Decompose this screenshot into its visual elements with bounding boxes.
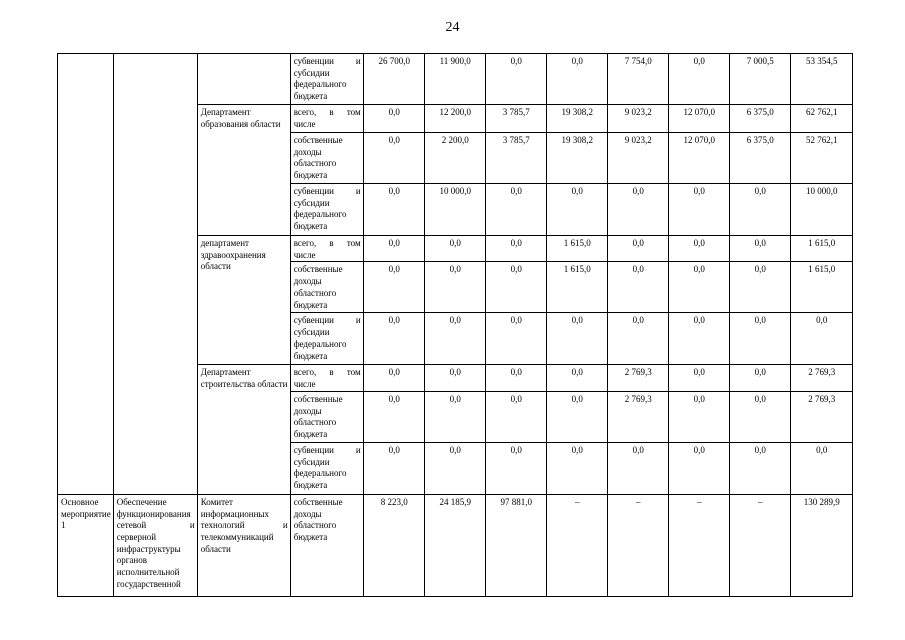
value-cell: 0,0 bbox=[729, 365, 790, 391]
value-cell: 0,0 bbox=[485, 262, 546, 313]
value-cell: 0,0 bbox=[546, 184, 607, 236]
value-cell: 3 785,7 bbox=[485, 105, 546, 133]
value-cell: 1 615,0 bbox=[546, 262, 607, 313]
value-cell: 0,0 bbox=[729, 262, 790, 313]
value-cell: 0,0 bbox=[668, 442, 729, 494]
value-cell: 7 000,5 bbox=[729, 54, 790, 105]
value-cell: 0,0 bbox=[668, 391, 729, 442]
page-number: 24 bbox=[445, 20, 460, 35]
value-cell: 26 700,0 bbox=[363, 54, 424, 105]
executor-cell: Департамент строительства области bbox=[197, 365, 290, 494]
value-cell: 0,0 bbox=[485, 365, 546, 391]
value-cell: 0,0 bbox=[546, 54, 607, 105]
value-cell: 0,0 bbox=[424, 262, 485, 313]
value-cell: 0,0 bbox=[668, 184, 729, 236]
value-cell: 0,0 bbox=[546, 365, 607, 391]
funding-source-cell: собственные доходы областного бюджета bbox=[290, 133, 363, 184]
value-cell: 0,0 bbox=[668, 262, 729, 313]
value-cell: 9 023,2 bbox=[607, 105, 668, 133]
value-cell: – bbox=[607, 494, 668, 596]
value-cell: 0,0 bbox=[363, 105, 424, 133]
value-cell: 0,0 bbox=[363, 236, 424, 262]
value-cell: 0,0 bbox=[424, 236, 485, 262]
executor-cell bbox=[197, 54, 290, 105]
value-cell: – bbox=[546, 494, 607, 596]
value-cell: 62 762,1 bbox=[790, 105, 852, 133]
value-cell: 0,0 bbox=[668, 365, 729, 391]
value-cell: 2 769,3 bbox=[790, 391, 852, 442]
funding-source-cell: субвенции и субсидии федерального бюджета bbox=[290, 313, 363, 365]
value-cell: 0,0 bbox=[485, 236, 546, 262]
funding-source-cell: субвенции и субсидии федерального бюджета bbox=[290, 54, 363, 105]
value-cell: – bbox=[729, 494, 790, 596]
value-cell: 2 200,0 bbox=[424, 133, 485, 184]
value-cell: 11 900,0 bbox=[424, 54, 485, 105]
value-cell: 53 354,5 bbox=[790, 54, 852, 105]
value-cell: 0,0 bbox=[729, 442, 790, 494]
value-cell: 24 185,9 bbox=[424, 494, 485, 596]
value-cell: 7 754,0 bbox=[607, 54, 668, 105]
value-cell: 52 762,1 bbox=[790, 133, 852, 184]
value-cell: 0,0 bbox=[363, 365, 424, 391]
executor-cell: Департамент образования области bbox=[197, 105, 290, 236]
value-cell: 2 769,3 bbox=[790, 365, 852, 391]
value-cell: 0,0 bbox=[668, 54, 729, 105]
description-cell bbox=[113, 54, 197, 495]
value-cell: 2 769,3 bbox=[607, 365, 668, 391]
value-cell: 0,0 bbox=[485, 442, 546, 494]
funding-source-cell: собственные доходы областного бюджета bbox=[290, 391, 363, 442]
value-cell: 0,0 bbox=[546, 313, 607, 365]
value-cell: 0,0 bbox=[485, 391, 546, 442]
value-cell: 0,0 bbox=[729, 391, 790, 442]
value-cell: 2 769,3 bbox=[607, 391, 668, 442]
funding-source-cell: всего, в том числе bbox=[290, 236, 363, 262]
value-cell: 3 785,7 bbox=[485, 133, 546, 184]
value-cell: 10 000,0 bbox=[790, 184, 852, 236]
value-cell: 0,0 bbox=[424, 442, 485, 494]
value-cell: 0,0 bbox=[729, 313, 790, 365]
value-cell: 12 070,0 bbox=[668, 133, 729, 184]
value-cell: 0,0 bbox=[668, 236, 729, 262]
funding-source-cell: субвенции и субсидии федерального бюджета bbox=[290, 184, 363, 236]
value-cell: 0,0 bbox=[607, 442, 668, 494]
funding-source-cell: собственные доходы областного бюджета bbox=[290, 494, 363, 596]
value-cell: 0,0 bbox=[363, 184, 424, 236]
value-cell: 0,0 bbox=[607, 236, 668, 262]
funding-source-cell: собственные доходы областного бюджета bbox=[290, 262, 363, 313]
event-cell bbox=[58, 54, 114, 495]
funding-source-cell: всего, в том числе bbox=[290, 365, 363, 391]
value-cell: 0,0 bbox=[607, 313, 668, 365]
value-cell: 0,0 bbox=[668, 313, 729, 365]
value-cell: 0,0 bbox=[485, 313, 546, 365]
value-cell: 0,0 bbox=[607, 184, 668, 236]
executor-cell: департамент здравоохранения области bbox=[197, 236, 290, 365]
funding-source-cell: субвенции и субсидии федерального бюджета bbox=[290, 442, 363, 494]
value-cell: 12 200,0 bbox=[424, 105, 485, 133]
value-cell: 0,0 bbox=[363, 133, 424, 184]
value-cell: 9 023,2 bbox=[607, 133, 668, 184]
value-cell: 10 000,0 bbox=[424, 184, 485, 236]
budget-table bbox=[57, 53, 853, 597]
value-cell: 0,0 bbox=[485, 184, 546, 236]
value-cell: 0,0 bbox=[363, 313, 424, 365]
value-cell: 1 615,0 bbox=[546, 236, 607, 262]
value-cell: 12 070,0 bbox=[668, 105, 729, 133]
value-cell: 0,0 bbox=[363, 391, 424, 442]
funding-source-cell: всего, в том числе bbox=[290, 105, 363, 133]
value-cell: 0,0 bbox=[790, 442, 852, 494]
value-cell: – bbox=[668, 494, 729, 596]
value-cell: 6 375,0 bbox=[729, 133, 790, 184]
value-cell: 19 308,2 bbox=[546, 105, 607, 133]
executor-cell: Комитет информационных технологий и телекоммуникаций области bbox=[197, 494, 290, 596]
value-cell: 0,0 bbox=[363, 442, 424, 494]
table-row bbox=[58, 54, 853, 105]
value-cell: 0,0 bbox=[363, 262, 424, 313]
value-cell: 0,0 bbox=[546, 391, 607, 442]
value-cell: 1 615,0 bbox=[790, 236, 852, 262]
value-cell: 6 375,0 bbox=[729, 105, 790, 133]
value-cell: 0,0 bbox=[729, 184, 790, 236]
value-cell: 130 289,9 bbox=[790, 494, 852, 596]
value-cell: 0,0 bbox=[546, 442, 607, 494]
value-cell: 0,0 bbox=[607, 262, 668, 313]
value-cell: 0,0 bbox=[790, 313, 852, 365]
description-cell: Обеспечение функционирования сетевой и серверной инфраструктуры органов исполнительной государственной bbox=[113, 494, 197, 596]
value-cell: 97 881,0 bbox=[485, 494, 546, 596]
table-row bbox=[58, 494, 853, 596]
value-cell: 8 223,0 bbox=[363, 494, 424, 596]
value-cell: 0,0 bbox=[424, 391, 485, 442]
value-cell: 0,0 bbox=[729, 236, 790, 262]
event-cell: Основное мероприятие 1 bbox=[58, 494, 114, 596]
value-cell: 0,0 bbox=[424, 313, 485, 365]
value-cell: 0,0 bbox=[424, 365, 485, 391]
value-cell: 1 615,0 bbox=[790, 262, 852, 313]
value-cell: 19 308,2 bbox=[546, 133, 607, 184]
value-cell: 0,0 bbox=[485, 54, 546, 105]
